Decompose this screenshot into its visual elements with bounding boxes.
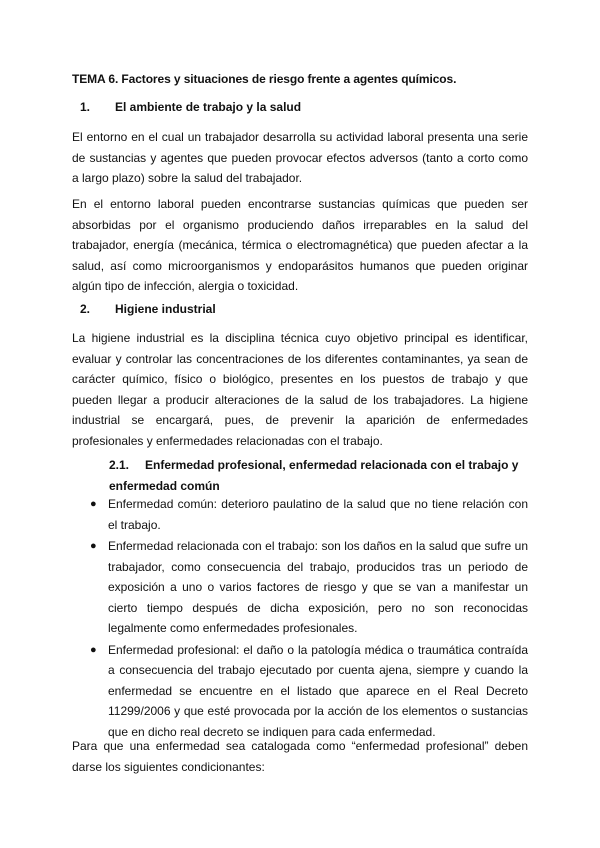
bullet-item-enfermedad-profesional	[90, 640, 528, 743]
section-1-paragraph-2: En el entorno laboral pueden encontrarse sustancias químicas que pueden ser absorbidas por el organismo produciendo daños irreparables en la salud del trabajador, energía (mecánica, térmica o electromagnética) que pueden afectar a la salud, así como microorganismos y endoparásitos humanos que pueden originar algún tipo de infección, alergia o toxicidad.	[72, 197, 528, 294]
bullet-text: Enfermedad relacionada con el trabajo: son los daños en la salud que sufre un trabajador, como consecuencia del trabajo, producidos tras un periodo de exposición a uno o varios factores de riesgo y que se van a manifestar un cierto tiempo después de dicha exposición, pero no son reconocidas legalmente como enfermedades profesionales.	[108, 539, 528, 635]
bullet-text: Enfermedad profesional: el daño o la patología médica o traumática contraída a consecuencia del trabajo ejecutado por cuenta ajena, siempre y cuando la enfermedad se encuentre en el listado que aparece en el Real Decreto 11299/2006 y que esté provocada por la acción de los elementos o sustancias que en dicho real decreto se indiquen para cada enfermedad.	[108, 642, 528, 739]
section-1-heading	[80, 100, 301, 114]
section-1-number: 1.	[80, 100, 91, 114]
subsection-2-1-title: Enfermedad profesional, enfermedad relacionada con el trabajo y enfermedad común	[109, 458, 519, 493]
closing-paragraph: Para que una enfermedad sea catalogada como “enfermedad profesional” deben darse los siguientes condicionantes:	[72, 739, 528, 774]
bullet-icon: ●	[90, 540, 97, 552]
section-2-paragraph-1: La higiene industrial es la disciplina técnica cuyo objetivo principal es identificar, evaluar y controlar las concentraciones de los diferentes contaminantes, ya sean de carácter químico, físico o biológico, presentes en los puestos de trabajo y que pueden llegar a producir alteraciones de la salud de los trabajadores. La higiene industrial se encargará, pues, de prevenir la aparición de enfermedades profesionales y enfermedades relacionadas con el trabajo.	[72, 331, 528, 448]
subsection-2-1-bullet-list	[90, 494, 528, 743]
document-title: TEMA 6. Factores y situaciones de riesgo frente a agentes químicos.	[72, 72, 457, 86]
section-1-paragraph-1: El entorno en el cual un trabajador desarrolla su actividad laboral presenta una serie de sustancias y agentes que pueden provocar efectos adversos (tanto a corto como a largo plazo) sobre la salud del trabajador.	[72, 130, 528, 186]
section-1-title: El ambiente de trabajo y la salud	[115, 100, 302, 114]
section-2-title: Higiene industrial	[115, 302, 216, 316]
bullet-icon: ●	[90, 643, 97, 656]
subsection-2-1-heading	[109, 455, 528, 496]
subsection-2-1-number: 2.1.	[109, 458, 130, 472]
bullet-text: Enfermedad común: deterioro paulatino de la salud que no tiene relación con el trabajo.	[108, 497, 528, 532]
bullet-item-enfermedad-comun	[90, 494, 528, 535]
section-2-heading	[80, 302, 216, 316]
bullet-item-enfermedad-relacionada	[90, 536, 528, 639]
section-2-number: 2.	[80, 302, 91, 316]
bullet-icon: ●	[90, 498, 97, 510]
